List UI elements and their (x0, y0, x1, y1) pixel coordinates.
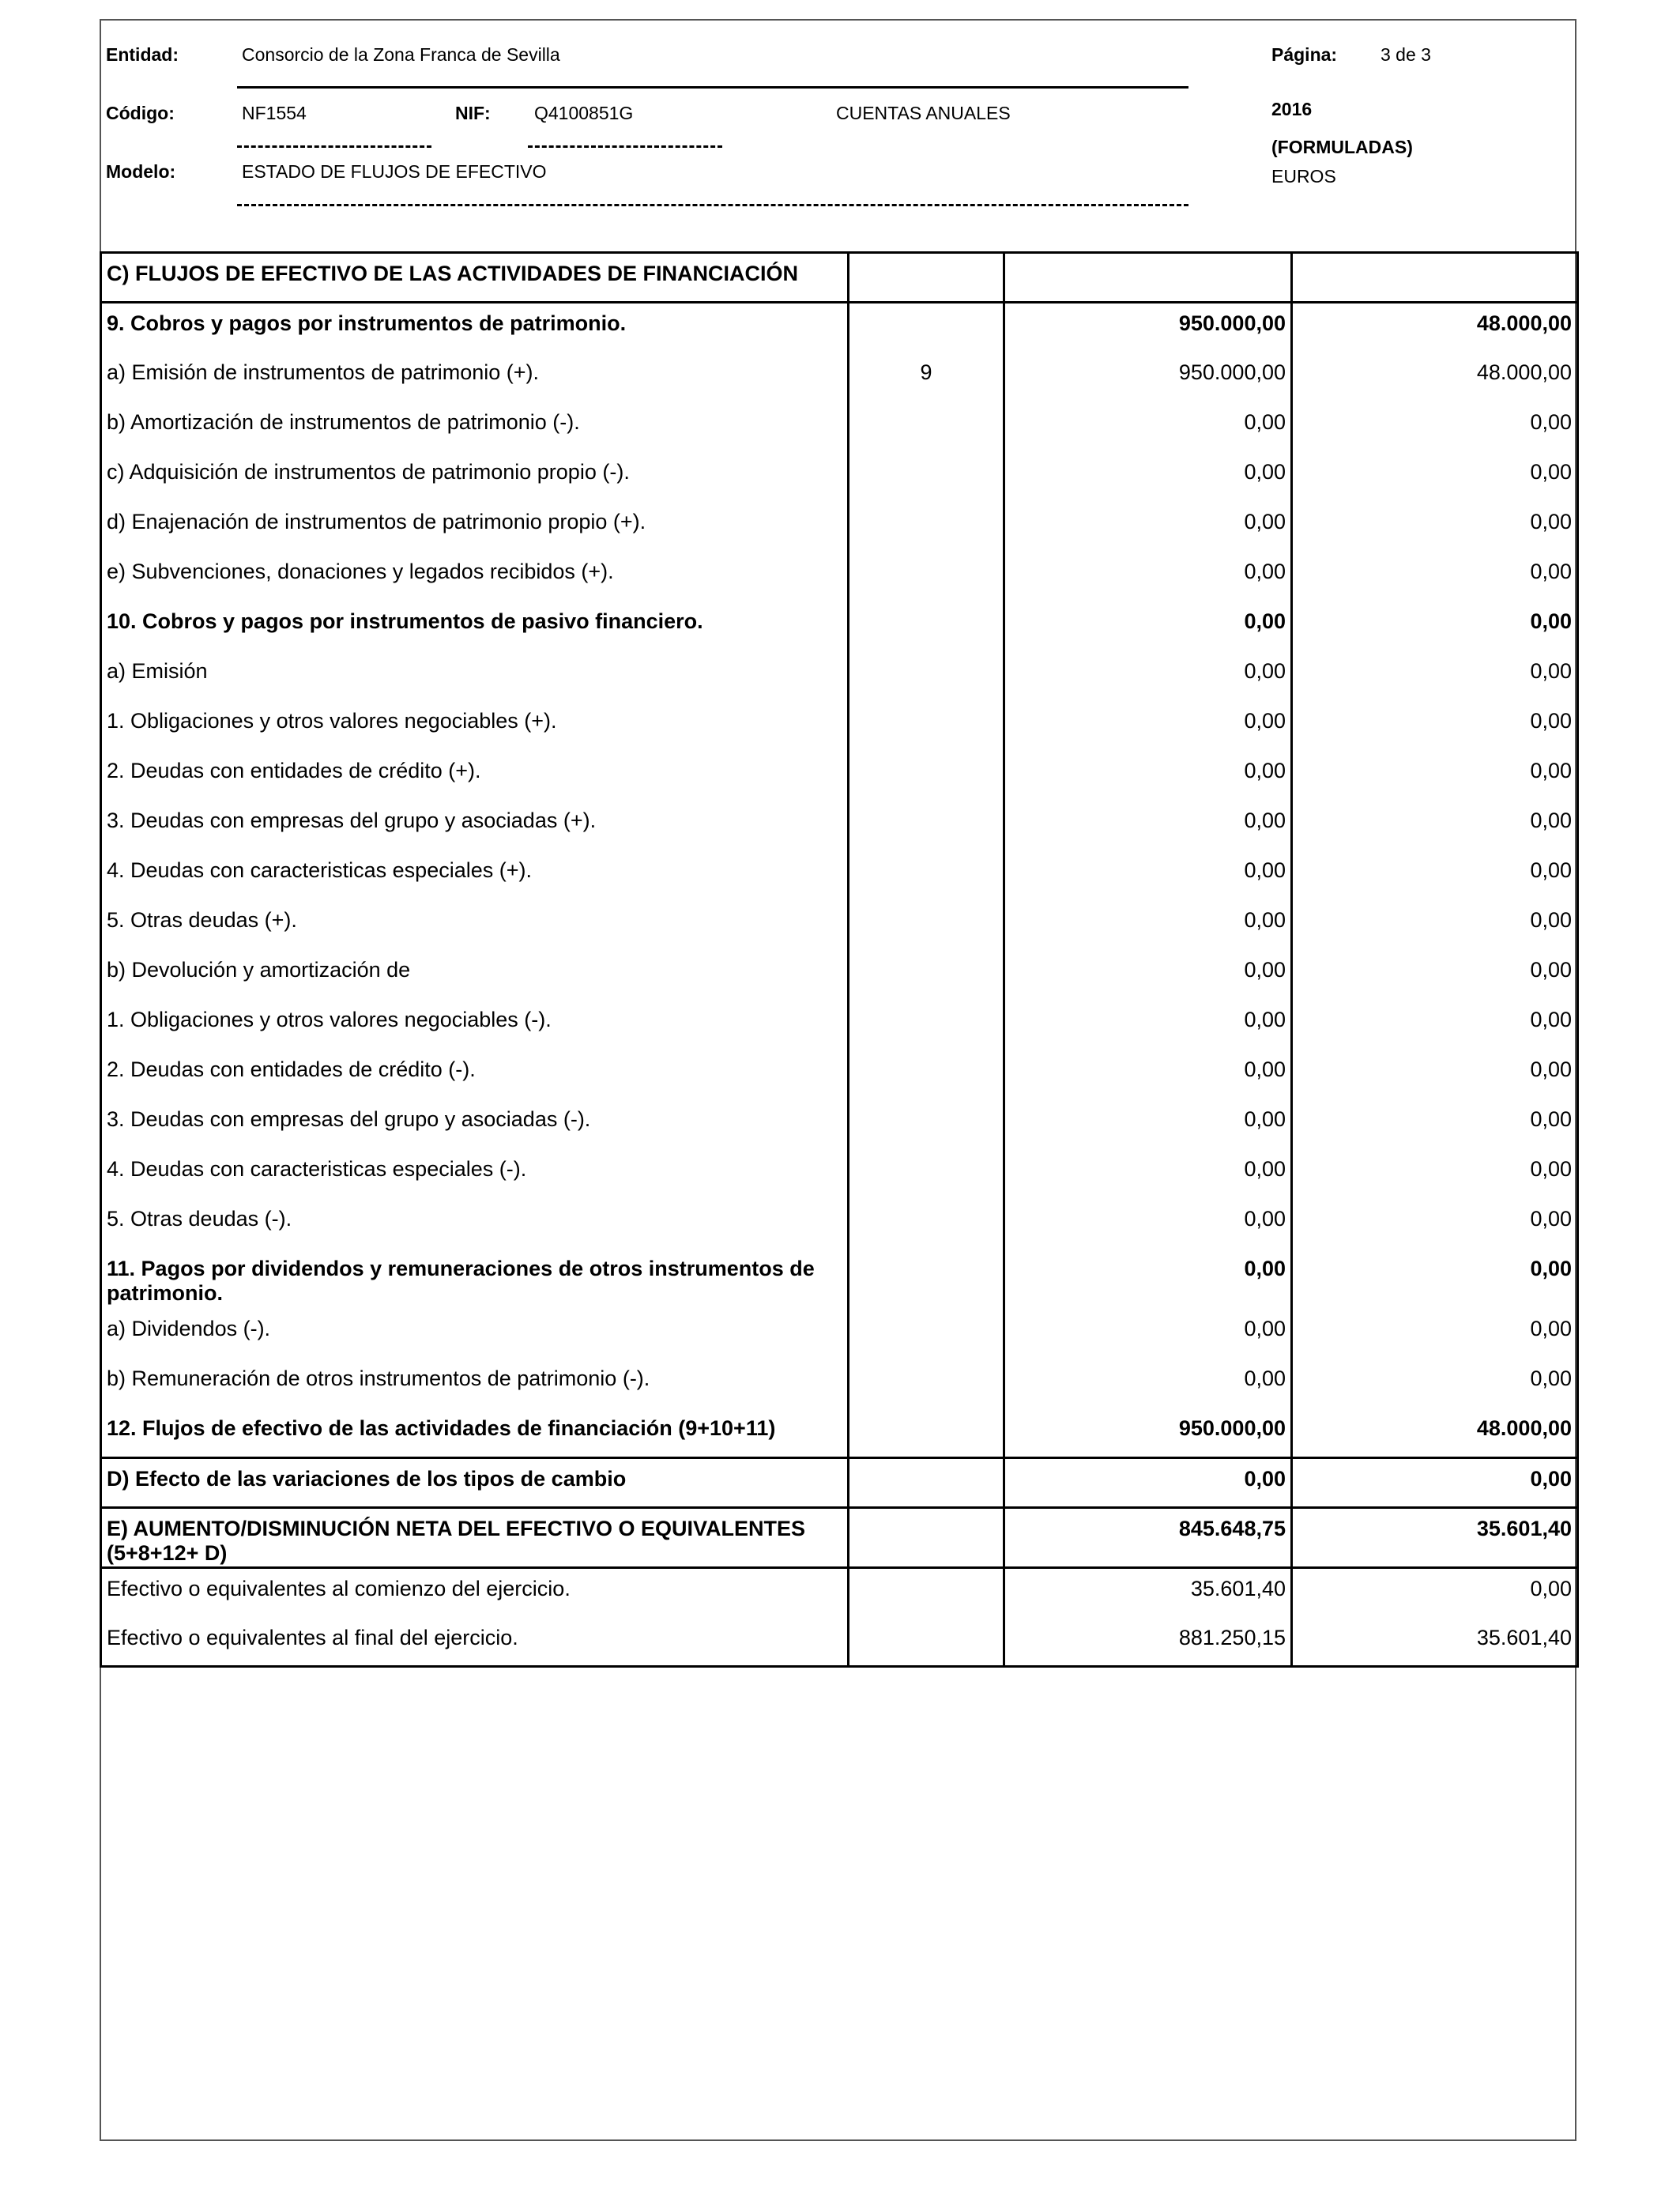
row-current-value: 0,00 (1004, 801, 1292, 850)
closing-row (101, 1568, 1578, 1618)
nif-label: NIF: (455, 103, 491, 123)
row-previous-value: 48.000,00 (1292, 1408, 1578, 1458)
row-note (849, 900, 1004, 950)
row-note (849, 1618, 1004, 1667)
row-note (849, 801, 1004, 850)
row-current-value: 0,00 (1004, 1309, 1292, 1359)
row-previous-value: 0,00 (1292, 701, 1578, 751)
row-label: 4. Deudas con caracteristicas especiales (+). (101, 850, 849, 900)
row-note (849, 303, 1004, 352)
section-c-title: C) FLUJOS DE EFECTIVO DE LAS ACTIVIDADES DE FINANCIACIÓN (101, 253, 849, 303)
row-current-value: 0,00 (1004, 1050, 1292, 1099)
row-label: 2. Deudas con entidades de crédito (+). (101, 751, 849, 801)
row-note (849, 1508, 1004, 1568)
row-previous-value: 0,00 (1292, 601, 1578, 651)
row-current-value: 0,00 (1004, 701, 1292, 751)
row-note (849, 452, 1004, 502)
row-label: b) Remuneración de otros instrumentos de patrimonio (-). (101, 1359, 849, 1408)
row-note (849, 552, 1004, 601)
modelo-rule (237, 204, 1188, 206)
row-label: 4. Deudas con caracteristicas especiales (-). (101, 1149, 849, 1199)
row-previous-value: 0,00 (1292, 1199, 1578, 1249)
row-current-value: 0,00 (1004, 1099, 1292, 1149)
row-note (849, 1309, 1004, 1359)
row-label: D) Efecto de las variaciones de los tipos de cambio (101, 1458, 849, 1508)
row-current-value: 0,00 (1004, 1000, 1292, 1050)
entidad-rule (237, 86, 1188, 89)
row-previous-value: 0,00 (1292, 502, 1578, 552)
table-row (101, 651, 1578, 701)
row-note: 9 (849, 352, 1004, 402)
row-label: 10. Cobros y pagos por instrumentos de pasivo financiero. (101, 601, 849, 651)
cash-flow-table (100, 251, 1579, 1668)
row-note (849, 1050, 1004, 1099)
table-row (101, 452, 1578, 502)
row-current-value: 950.000,00 (1004, 352, 1292, 402)
row-previous-value: 0,00 (1292, 1000, 1578, 1050)
row-previous-value: 0,00 (1292, 1568, 1578, 1618)
row-label: Efectivo o equivalentes al final del ejercicio. (101, 1618, 849, 1667)
row-label: c) Adquisición de instrumentos de patrimonio propio (-). (101, 452, 849, 502)
table-row (101, 1249, 1578, 1309)
table-row (101, 801, 1578, 850)
row-label: 11. Pagos por dividendos y remuneraciones de otros instrumentos de patrimonio. (101, 1249, 849, 1309)
nif-rule (528, 145, 722, 148)
currency: EUROS (1271, 166, 1336, 187)
table-row (101, 701, 1578, 751)
row-note (849, 1458, 1004, 1508)
table-row (101, 1309, 1578, 1359)
table-row (101, 900, 1578, 950)
table-row (101, 1149, 1578, 1199)
row-previous-value: 0,00 (1292, 1359, 1578, 1408)
row-current-value: 35.601,40 (1004, 1568, 1292, 1618)
row-current-value: 0,00 (1004, 751, 1292, 801)
table-row (101, 1199, 1578, 1249)
row-previous-value: 0,00 (1292, 801, 1578, 850)
row-current-value: 0,00 (1004, 1458, 1292, 1508)
row-current-value: 0,00 (1004, 452, 1292, 502)
year: 2016 (1271, 99, 1313, 119)
row-note (849, 1099, 1004, 1149)
row-previous-value: 48.000,00 (1292, 352, 1578, 402)
row-current-value: 0,00 (1004, 900, 1292, 950)
row-current-value: 0,00 (1004, 1149, 1292, 1199)
row-note (849, 1249, 1004, 1309)
pagina-label: Página: (1271, 44, 1338, 65)
row-label: E) AUMENTO/DISMINUCIÓN NETA DEL EFECTIVO O EQUIVALENTES (5+8+12+ D) (101, 1508, 849, 1568)
table-row (101, 850, 1578, 900)
table-row (101, 402, 1578, 452)
row-previous-value: 0,00 (1292, 1309, 1578, 1359)
row-note (849, 701, 1004, 751)
table-row (101, 1408, 1578, 1458)
row-label: 5. Otras deudas (+). (101, 900, 849, 950)
row-note (849, 1568, 1004, 1618)
row-label: d) Enajenación de instrumentos de patrimonio propio (+). (101, 502, 849, 552)
section-d-row (101, 1458, 1578, 1508)
entidad-label: Entidad: (106, 44, 179, 65)
row-note (849, 402, 1004, 452)
row-previous-value: 0,00 (1292, 1149, 1578, 1199)
row-current-value: 0,00 (1004, 502, 1292, 552)
section-c-header (101, 253, 1578, 303)
row-previous-value: 0,00 (1292, 751, 1578, 801)
row-label: Efectivo o equivalentes al comienzo del ejercicio. (101, 1568, 849, 1618)
row-current-value: 950.000,00 (1004, 303, 1292, 352)
row-label: 1. Obligaciones y otros valores negociables (+). (101, 701, 849, 751)
row-label: 5. Otras deudas (-). (101, 1199, 849, 1249)
table-row (101, 502, 1578, 552)
row-note (849, 850, 1004, 900)
row-note (849, 651, 1004, 701)
entidad-value: Consorcio de la Zona Franca de Sevilla (242, 44, 560, 65)
row-previous-value: 35.601,40 (1292, 1508, 1578, 1568)
row-note (849, 502, 1004, 552)
codigo-rule (237, 145, 431, 148)
row-previous-value: 0,00 (1292, 402, 1578, 452)
table-row (101, 601, 1578, 651)
codigo-label: Código: (106, 103, 175, 123)
row-label: a) Emisión de instrumentos de patrimonio (+). (101, 352, 849, 402)
row-current-value: 0,00 (1004, 950, 1292, 1000)
table-row (101, 1359, 1578, 1408)
row-previous-value: 0,00 (1292, 900, 1578, 950)
row-label: 1. Obligaciones y otros valores negociables (-). (101, 1000, 849, 1050)
row-note (849, 1359, 1004, 1408)
doc-type: CUENTAS ANUALES (836, 103, 1011, 123)
modelo-label: Modelo: (106, 161, 176, 182)
row-label: 9. Cobros y pagos por instrumentos de patrimonio. (101, 303, 849, 352)
row-current-value: 881.250,15 (1004, 1618, 1292, 1667)
row-current-value: 0,00 (1004, 402, 1292, 452)
row-current-value: 0,00 (1004, 1199, 1292, 1249)
row-label: 3. Deudas con empresas del grupo y asociadas (-). (101, 1099, 849, 1149)
row-current-value: 0,00 (1004, 601, 1292, 651)
closing-row (101, 1618, 1578, 1667)
section-e-row (101, 1508, 1578, 1568)
row-label: 2. Deudas con entidades de crédito (-). (101, 1050, 849, 1099)
row-label: b) Amortización de instrumentos de patrimonio (-). (101, 402, 849, 452)
row-note (849, 950, 1004, 1000)
row-label: 12. Flujos de efectivo de las actividades de financiación (9+10+11) (101, 1408, 849, 1458)
row-note (849, 601, 1004, 651)
row-note (849, 1199, 1004, 1249)
table-row (101, 1099, 1578, 1149)
row-previous-value: 0,00 (1292, 651, 1578, 701)
table-row (101, 303, 1578, 352)
row-label: 3. Deudas con empresas del grupo y asociadas (+). (101, 801, 849, 850)
row-previous-value: 0,00 (1292, 1458, 1578, 1508)
row-previous-value: 0,00 (1292, 950, 1578, 1000)
row-previous-value: 0,00 (1292, 850, 1578, 900)
row-label: e) Subvenciones, donaciones y legados recibidos (+). (101, 552, 849, 601)
row-previous-value: 0,00 (1292, 552, 1578, 601)
row-previous-value: 48.000,00 (1292, 303, 1578, 352)
table-row (101, 751, 1578, 801)
row-current-value: 950.000,00 (1004, 1408, 1292, 1458)
row-current-value: 0,00 (1004, 850, 1292, 900)
row-current-value: 0,00 (1004, 1249, 1292, 1309)
row-label: a) Emisión (101, 651, 849, 701)
row-note (849, 751, 1004, 801)
row-current-value: 0,00 (1004, 552, 1292, 601)
table-row (101, 1050, 1578, 1099)
row-current-value: 0,00 (1004, 1359, 1292, 1408)
table-row (101, 1000, 1578, 1050)
table-row (101, 950, 1578, 1000)
row-current-value: 0,00 (1004, 651, 1292, 701)
row-previous-value: 0,00 (1292, 452, 1578, 502)
row-label: b) Devolución y amortización de (101, 950, 849, 1000)
modelo-value: ESTADO DE FLUJOS DE EFECTIVO (242, 161, 547, 182)
row-previous-value: 0,00 (1292, 1099, 1578, 1149)
row-previous-value: 35.601,40 (1292, 1618, 1578, 1667)
pagina-value: 3 de 3 (1381, 44, 1431, 65)
row-current-value: 845.648,75 (1004, 1508, 1292, 1568)
row-previous-value: 0,00 (1292, 1050, 1578, 1099)
row-note (849, 1000, 1004, 1050)
row-label: a) Dividendos (-). (101, 1309, 849, 1359)
row-previous-value: 0,00 (1292, 1249, 1578, 1309)
table-row (101, 552, 1578, 601)
table-row (101, 352, 1578, 402)
nif-value: Q4100851G (534, 103, 634, 123)
status: (FORMULADAS) (1271, 137, 1413, 157)
codigo-value: NF1554 (242, 103, 307, 123)
row-note (849, 1149, 1004, 1199)
row-note (849, 1408, 1004, 1458)
